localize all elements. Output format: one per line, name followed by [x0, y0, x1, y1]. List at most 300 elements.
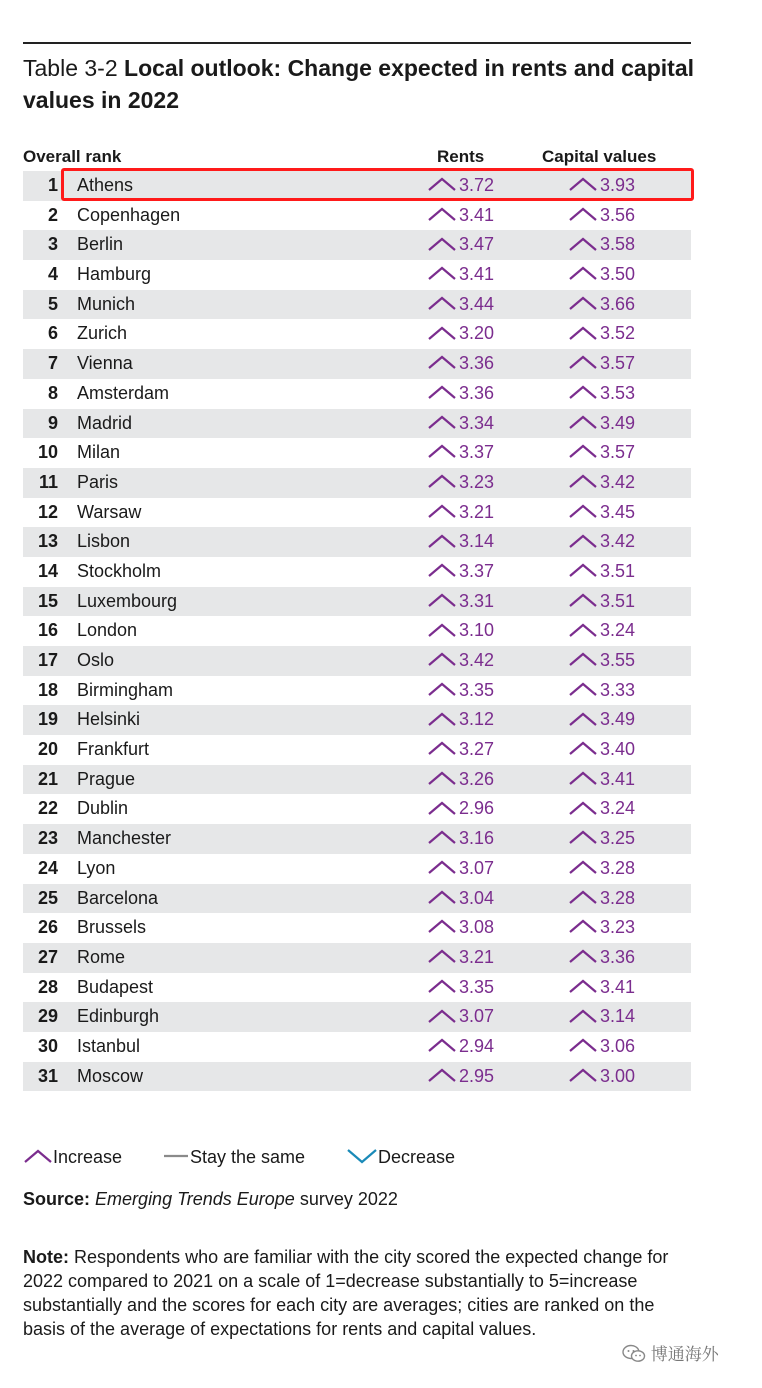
capital-value: 3.40 [600, 739, 636, 760]
row-city: Lyon [77, 857, 116, 878]
legend [23, 1147, 723, 1173]
rents-value: 3.23 [459, 471, 495, 492]
row-rank: 13 [37, 531, 58, 552]
increase-arrow-icon [568, 206, 598, 222]
increase-arrow-icon [568, 978, 598, 994]
row-rents [427, 1062, 494, 1092]
increase-arrow-icon [568, 295, 598, 311]
rents-value: 3.42 [459, 650, 495, 670]
watermark-text: 博通海外 [650, 1345, 719, 1364]
rents-value: 3.37 [459, 442, 495, 463]
row-city: Prague [77, 768, 136, 789]
table-body [23, 171, 691, 1091]
row-city: Rome [77, 946, 126, 967]
rents-value: 3.10 [459, 620, 495, 641]
table-row [23, 409, 691, 439]
table-row [23, 260, 691, 290]
rents-value: 3.21 [459, 946, 495, 967]
row-capital [568, 409, 635, 439]
increase-arrow-icon [427, 503, 457, 519]
row-rents [427, 498, 494, 528]
rents-value: 3.16 [459, 828, 495, 849]
row-rents [427, 438, 494, 468]
increase-arrow-icon [427, 206, 457, 222]
increase-arrow-icon [427, 236, 457, 252]
row-capital [568, 230, 635, 260]
legend-same [162, 1147, 305, 1168]
capital-value: 3.33 [600, 679, 636, 700]
row-city: Brussels [77, 917, 147, 938]
increase-arrow-icon [427, 740, 457, 756]
row-city: Zurich [77, 323, 128, 344]
rents-value: 2.96 [459, 798, 495, 819]
table-row [23, 468, 691, 498]
capital-value: 3.52 [600, 323, 636, 344]
rents-value: 3.41 [459, 204, 495, 225]
table-row [23, 913, 691, 943]
row-rank: 21 [37, 768, 58, 789]
row-city: Helsinki [77, 709, 141, 730]
row-rents [427, 319, 494, 349]
row-rank: 23 [37, 828, 58, 849]
increase-arrow-icon [568, 562, 598, 578]
increase-arrow-icon [568, 740, 598, 756]
row-city: Vienna [77, 353, 133, 374]
row-capital [568, 943, 635, 973]
increase-arrow-icon [568, 711, 598, 727]
row-capital [568, 735, 635, 765]
capital-value: 3.51 [600, 560, 636, 581]
rents-value: 3.20 [459, 323, 495, 344]
capital-value: 3.41 [600, 976, 636, 997]
rents-value: 3.36 [459, 353, 495, 374]
row-capital [568, 1032, 635, 1062]
capital-value: 3.06 [600, 1035, 636, 1056]
capital-value: 3.42 [600, 531, 636, 552]
increase-arrow-icon [568, 948, 598, 964]
row-rents [427, 1032, 494, 1062]
note-label: Note: [23, 1247, 69, 1267]
row-rents [427, 824, 494, 854]
row-rank: 29 [37, 1006, 58, 1027]
increase-arrow-icon [427, 384, 457, 400]
increase-arrow-icon [427, 889, 457, 905]
row-capital [568, 468, 635, 498]
row-rents [427, 676, 494, 706]
row-rank: 16 [37, 620, 58, 641]
row-rank: 20 [37, 739, 58, 760]
row-rents [427, 616, 494, 646]
row-rank: 3 [47, 234, 58, 255]
row-rents [427, 765, 494, 795]
row-capital [568, 201, 635, 231]
row-city: Munich [77, 293, 136, 314]
increase-arrow-icon [568, 770, 598, 786]
capital-value: 3.36 [600, 946, 636, 967]
legend-increase-label: Increase [53, 1147, 123, 1167]
row-capital [568, 854, 635, 884]
table-row [23, 884, 691, 914]
increase-arrow-icon [568, 592, 598, 608]
row-rents [427, 290, 494, 320]
capital-value: 3.49 [600, 412, 636, 433]
capital-value: 3.66 [600, 293, 636, 314]
table-row [23, 290, 691, 320]
capital-value: 3.24 [600, 798, 636, 819]
row-rents [427, 527, 494, 557]
row-city: Milan [77, 442, 121, 463]
increase-arrow-icon [427, 681, 457, 697]
row-rank: 30 [37, 1035, 58, 1056]
row-city: Warsaw [77, 501, 142, 522]
row-capital [568, 1062, 635, 1092]
increase-arrow-icon [568, 829, 598, 845]
table-row [23, 1062, 691, 1092]
rents-value: 3.27 [459, 739, 495, 760]
legend-decrease [346, 1147, 455, 1168]
increase-arrow-icon [568, 473, 598, 489]
table-row [23, 765, 691, 795]
row-city: Budapest [77, 976, 154, 997]
table-row [23, 854, 691, 884]
legend-decrease-label: Decrease [378, 1147, 456, 1167]
rents-value: 3.34 [459, 412, 495, 433]
row-capital [568, 676, 635, 706]
rents-value: 3.44 [459, 293, 495, 314]
header-rank: Overall rank [23, 147, 122, 166]
table-row [23, 527, 691, 557]
table-row [23, 557, 691, 587]
table-row [23, 319, 691, 349]
increase-arrow-icon [427, 1037, 457, 1053]
row-city: Istanbul [77, 1035, 141, 1056]
rents-value: 3.21 [459, 501, 495, 522]
increase-arrow-icon [568, 384, 598, 400]
table-row [23, 201, 691, 231]
row-capital [568, 973, 635, 1003]
table-row [23, 705, 691, 735]
row-city: Amsterdam [77, 382, 170, 403]
increase-arrow-icon [568, 681, 598, 697]
increase-arrow-icon [427, 800, 457, 816]
rents-value: 2.95 [459, 1065, 495, 1086]
rents-value: 3.26 [459, 768, 495, 789]
row-rents [427, 913, 494, 943]
row-rank: 11 [38, 471, 58, 492]
row-rents [427, 794, 494, 824]
row-capital [568, 824, 635, 854]
row-city: Athens [77, 175, 134, 195]
row-city: Hamburg [77, 264, 152, 285]
row-capital [568, 587, 635, 617]
note-text: Respondents who are familiar with the city scored the expected change for 2022 compared to 2021 on a scale of 1=decrease substantially to 5=increase substantially and the scores for each city are averages; cities are ranked on the basis of the average of expectations for rents and capital values. [23, 1247, 669, 1339]
wechat-icon [622, 1344, 646, 1364]
row-rank: 14 [37, 560, 58, 581]
increase-arrow-icon [427, 1008, 457, 1024]
rents-value: 3.41 [459, 264, 495, 285]
watermark [622, 1340, 719, 1366]
legend-same-label: Stay the same [190, 1147, 306, 1167]
row-capital [568, 1002, 635, 1032]
row-rents [427, 201, 494, 231]
row-rank: 6 [47, 323, 58, 344]
table-row [23, 973, 691, 1003]
capital-value: 3.28 [600, 887, 636, 908]
capital-value: 3.28 [600, 857, 636, 878]
increase-arrow-icon [427, 948, 457, 964]
row-city: Oslo [77, 650, 115, 670]
row-rank: 22 [37, 798, 58, 819]
rents-value: 3.07 [459, 1006, 495, 1027]
capital-value: 3.51 [600, 590, 636, 611]
increase-arrow-icon [427, 295, 457, 311]
row-rank: 27 [37, 946, 58, 967]
dash-icon [162, 1148, 190, 1164]
legend-increase [23, 1147, 122, 1168]
title-prefix: Table 3-2 [23, 55, 118, 81]
row-capital [568, 260, 635, 290]
capital-value: 3.58 [600, 234, 636, 255]
row-capital [568, 616, 635, 646]
row-rank: 4 [47, 264, 58, 285]
row-capital [568, 498, 635, 528]
increase-arrow-icon [427, 918, 457, 934]
row-capital [568, 913, 635, 943]
capital-value: 3.41 [600, 768, 636, 789]
row-rents [427, 468, 494, 498]
increase-arrow-icon [427, 978, 457, 994]
capital-value: 3.14 [600, 1006, 636, 1027]
increase-arrow-icon [427, 325, 457, 341]
increase-arrow-icon [23, 1148, 53, 1164]
row-rank: 9 [47, 412, 58, 433]
increase-arrow-icon [568, 622, 598, 638]
row-capital [568, 794, 635, 824]
row-rents [427, 557, 494, 587]
row-capital [568, 646, 635, 676]
row-rents [427, 1002, 494, 1032]
increase-arrow-icon [427, 562, 457, 578]
increase-arrow-icon [568, 325, 598, 341]
row-rents [427, 646, 494, 676]
table-row [23, 735, 691, 765]
source-publication: Emerging Trends Europe [95, 1189, 295, 1209]
row-rank: 18 [37, 679, 58, 700]
increase-arrow-icon [568, 354, 598, 370]
increase-arrow-icon [427, 265, 457, 281]
table-row [23, 438, 691, 468]
row-rank: 2 [47, 204, 58, 225]
row-rank: 15 [37, 590, 58, 611]
capital-value: 3.57 [600, 353, 636, 374]
increase-arrow-icon [568, 533, 598, 549]
capital-value: 3.24 [600, 620, 636, 641]
row-rents [427, 884, 494, 914]
row-capital [568, 765, 635, 795]
row-city: Manchester [77, 828, 172, 849]
rents-value: 3.35 [459, 679, 495, 700]
row-rank: 26 [37, 917, 58, 938]
row-rank: 8 [47, 382, 58, 403]
row-capital [568, 705, 635, 735]
row-city: Paris [77, 471, 119, 492]
row-rents [427, 735, 494, 765]
top-rule [23, 42, 691, 44]
table-row [23, 230, 691, 260]
table-row [23, 1032, 691, 1062]
row-rank: 7 [47, 353, 58, 374]
increase-arrow-icon [568, 265, 598, 281]
row-city: Stockholm [77, 560, 162, 581]
capital-value: 3.42 [600, 471, 636, 492]
rents-value: 3.72 [459, 175, 495, 195]
capital-value: 3.23 [600, 917, 636, 938]
increase-arrow-icon [568, 443, 598, 459]
capital-value: 3.53 [600, 382, 636, 403]
row-rank: 28 [37, 976, 58, 997]
increase-arrow-icon [427, 414, 457, 430]
row-rank: 1 [47, 175, 58, 195]
capital-value: 3.25 [600, 828, 636, 849]
row-capital [568, 527, 635, 557]
rents-value: 3.31 [459, 590, 495, 611]
row-capital [568, 884, 635, 914]
row-rents [427, 409, 494, 439]
row-rank: 19 [37, 709, 58, 730]
row-capital [568, 319, 635, 349]
row-rents [427, 705, 494, 735]
increase-arrow-icon [427, 533, 457, 549]
increase-arrow-icon [427, 443, 457, 459]
capital-value: 3.55 [600, 650, 636, 670]
source-label: Source: [23, 1189, 91, 1209]
row-capital [568, 290, 635, 320]
row-capital [568, 379, 635, 409]
table-row [23, 379, 691, 409]
increase-arrow-icon [568, 1067, 598, 1083]
row-rents [427, 943, 494, 973]
row-city: Madrid [77, 412, 133, 433]
decrease-arrow-icon [346, 1148, 378, 1164]
row-rank: 31 [37, 1065, 58, 1086]
capital-value: 3.49 [600, 709, 636, 730]
table-row [23, 676, 691, 706]
row-city: Moscow [77, 1065, 144, 1086]
row-city: Frankfurt [77, 739, 150, 760]
row-rents [427, 587, 494, 617]
table-row [23, 349, 691, 379]
row-city: Barcelona [77, 887, 159, 908]
table-row [23, 943, 691, 973]
increase-arrow-icon [568, 651, 598, 667]
row-city: Luxembourg [77, 590, 178, 611]
row-rank: 24 [37, 857, 58, 878]
table-title [23, 52, 703, 116]
row-rents [427, 260, 494, 290]
increase-arrow-icon [427, 354, 457, 370]
increase-arrow-icon [427, 711, 457, 727]
table-header [23, 145, 691, 169]
row-city: Berlin [77, 234, 124, 255]
increase-arrow-icon [427, 859, 457, 875]
row-city: London [77, 620, 138, 641]
row-capital [568, 557, 635, 587]
increase-arrow-icon [568, 503, 598, 519]
row-city: Birmingham [77, 679, 174, 700]
row-rents [427, 379, 494, 409]
table-row [23, 824, 691, 854]
increase-arrow-icon [427, 829, 457, 845]
row-rents [427, 230, 494, 260]
row-rank: 5 [47, 293, 58, 314]
highlight-box [61, 168, 694, 201]
increase-arrow-icon [427, 592, 457, 608]
increase-arrow-icon [568, 414, 598, 430]
increase-arrow-icon [427, 473, 457, 489]
table-row [23, 587, 691, 617]
rents-value: 3.35 [459, 976, 495, 997]
rents-value: 2.94 [459, 1035, 495, 1056]
table-row [23, 794, 691, 824]
rents-value: 3.12 [459, 709, 495, 730]
header-rents: Rents [437, 147, 485, 166]
capital-value: 3.45 [600, 501, 636, 522]
capital-value: 3.00 [600, 1065, 636, 1086]
source-rest: survey 2022 [299, 1189, 398, 1209]
row-city: Edinburgh [77, 1006, 160, 1027]
row-capital [568, 349, 635, 379]
capital-value: 3.57 [600, 442, 636, 463]
increase-arrow-icon [568, 236, 598, 252]
capital-value: 3.93 [600, 175, 636, 195]
row-rank: 12 [37, 501, 58, 522]
table-row [23, 646, 691, 676]
row-city: Copenhagen [77, 204, 181, 225]
row-rents [427, 349, 494, 379]
increase-arrow-icon [568, 1037, 598, 1053]
row-city: Dublin [77, 798, 129, 819]
rents-value: 3.08 [459, 917, 495, 938]
increase-arrow-icon [427, 651, 457, 667]
increase-arrow-icon [427, 1067, 457, 1083]
increase-arrow-icon [568, 889, 598, 905]
rents-value: 3.07 [459, 857, 495, 878]
note [23, 1245, 683, 1341]
table-row [23, 616, 691, 646]
table-row [23, 1002, 691, 1032]
table-row [23, 498, 691, 528]
increase-arrow-icon [568, 859, 598, 875]
row-rents [427, 973, 494, 1003]
rents-value: 3.14 [459, 531, 495, 552]
header-capital: Capital values [542, 147, 657, 166]
row-rank: 25 [37, 887, 58, 908]
increase-arrow-icon [568, 1008, 598, 1024]
row-city: Lisbon [77, 531, 131, 552]
capital-value: 3.56 [600, 204, 636, 225]
capital-value: 3.50 [600, 264, 636, 285]
increase-arrow-icon [568, 800, 598, 816]
increase-arrow-icon [568, 918, 598, 934]
rents-value: 3.04 [459, 887, 495, 908]
increase-arrow-icon [427, 770, 457, 786]
increase-arrow-icon [427, 622, 457, 638]
row-rank: 17 [37, 650, 58, 670]
row-capital [568, 438, 635, 468]
row-rents [427, 854, 494, 884]
row-rank: 10 [37, 442, 58, 463]
title-text: Local outlook: Change expected in rents and capital values in 2022 [23, 55, 695, 113]
